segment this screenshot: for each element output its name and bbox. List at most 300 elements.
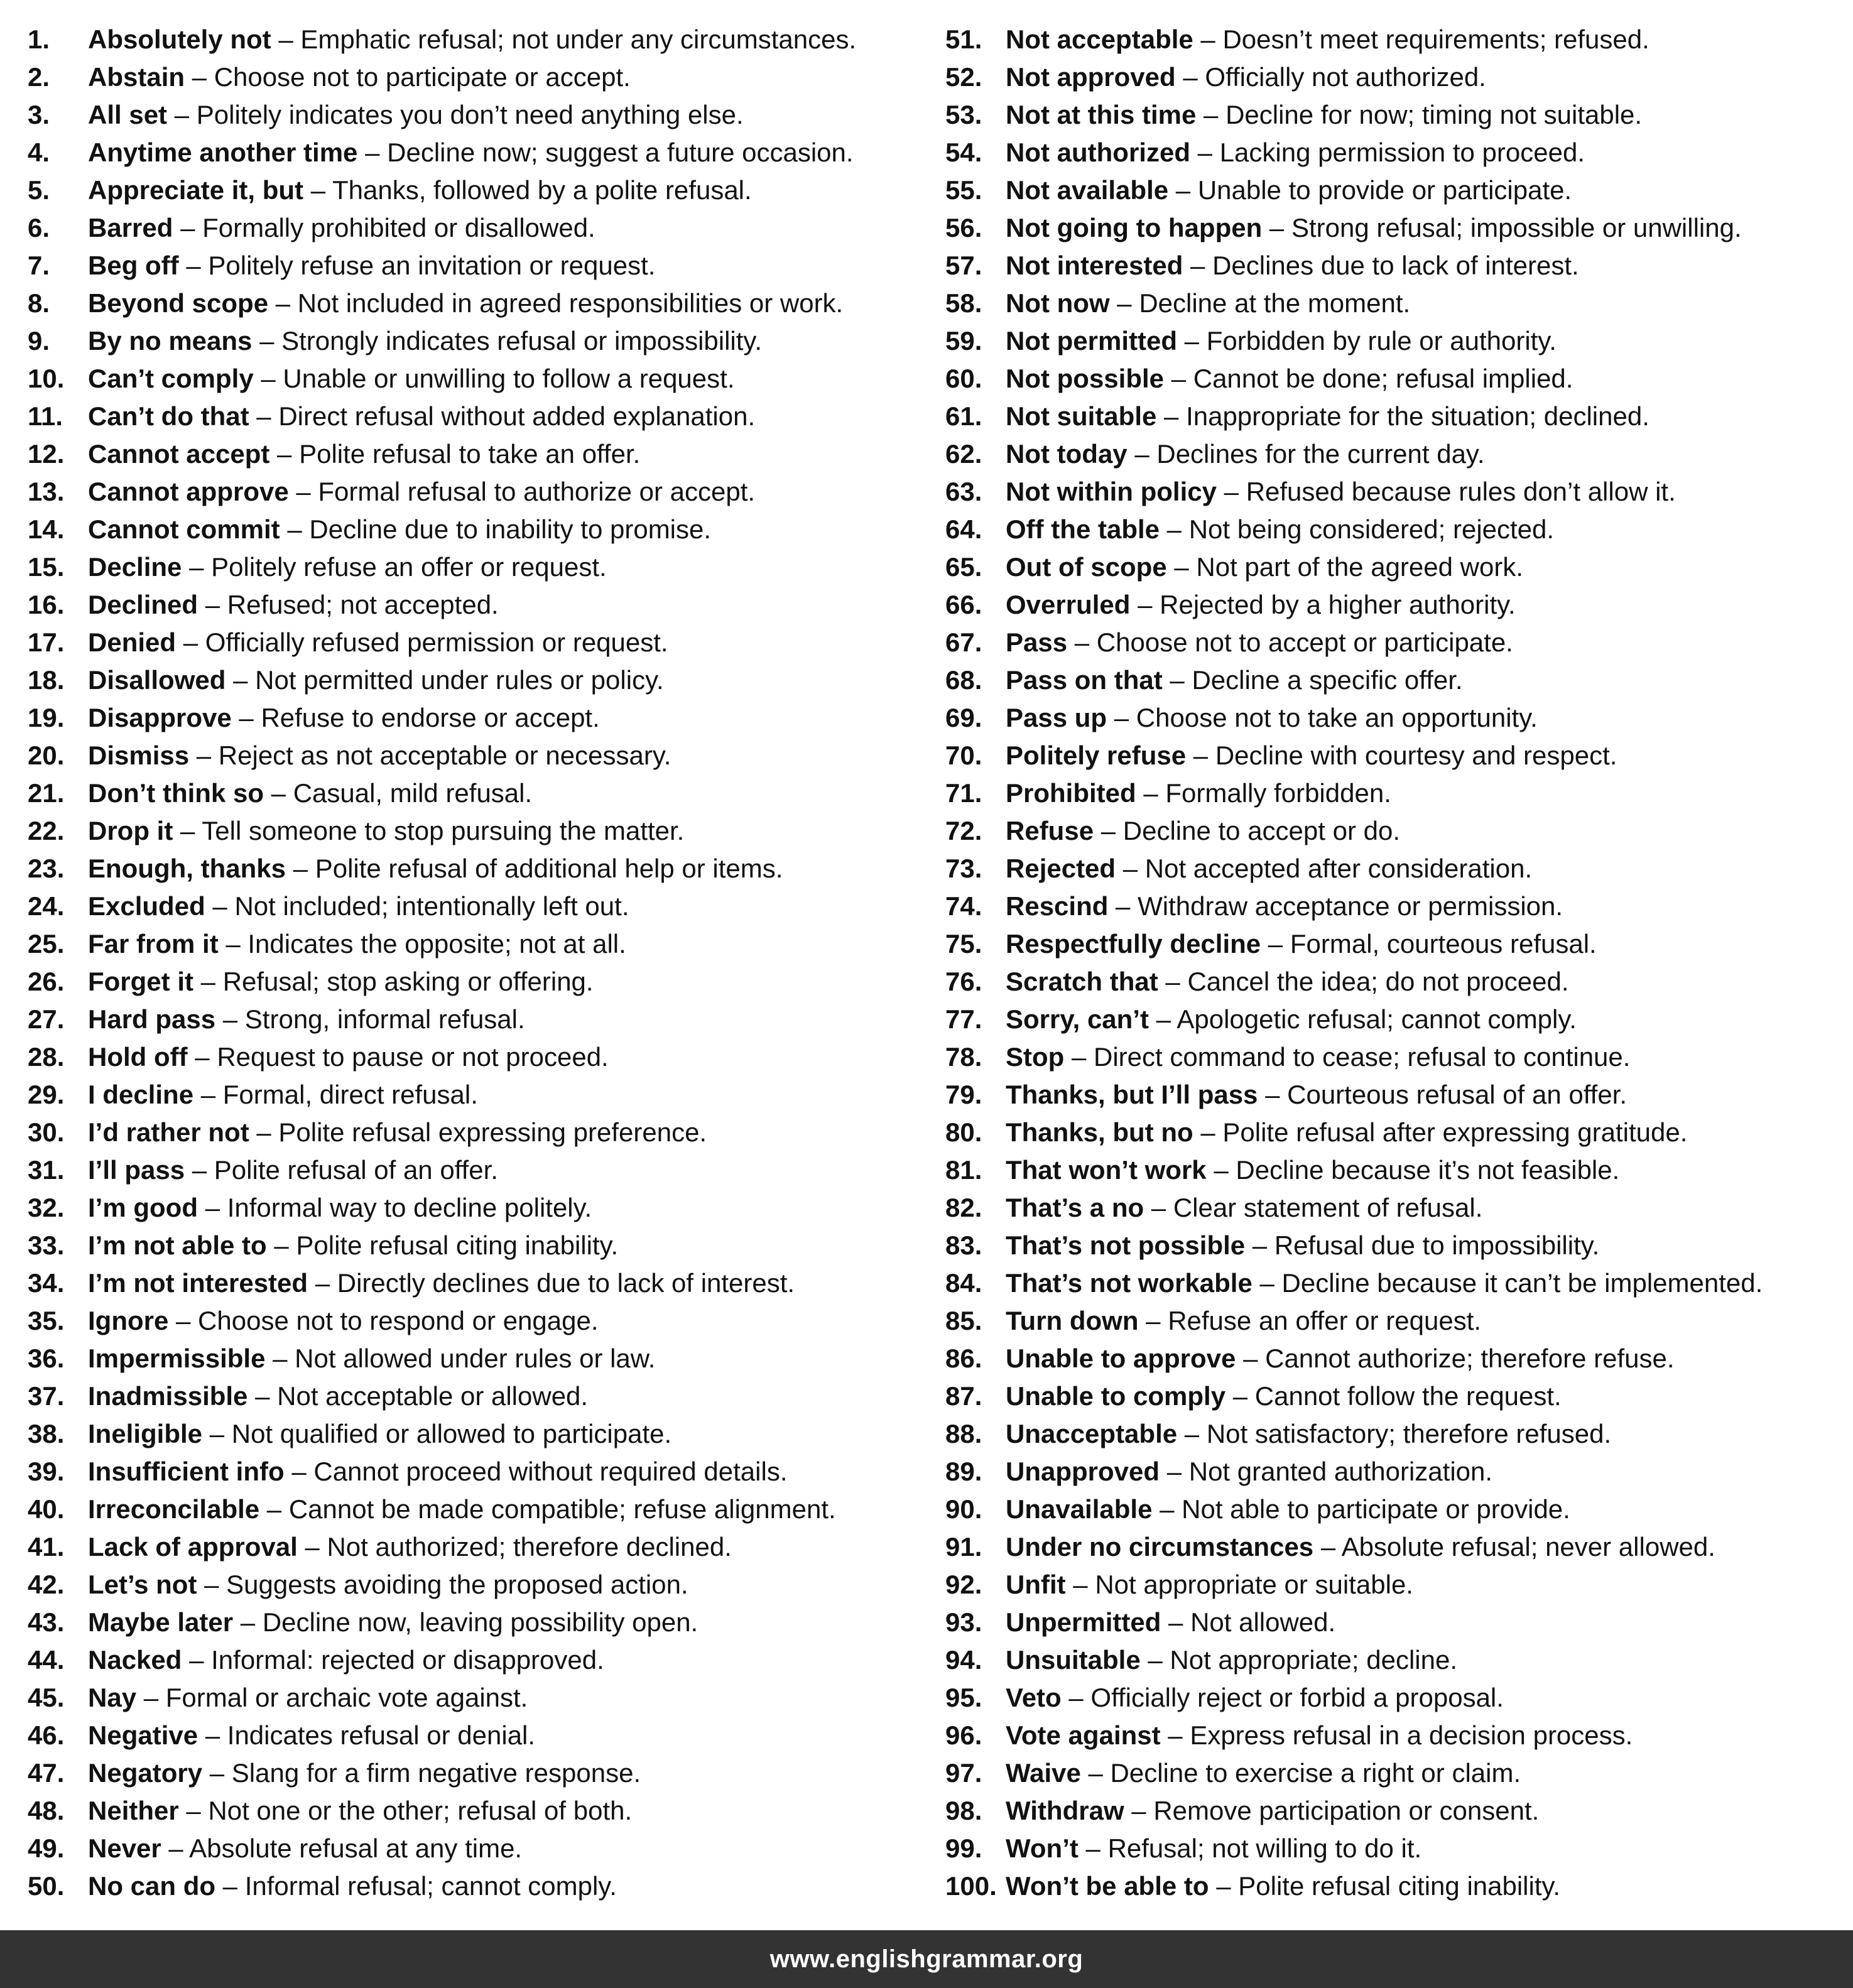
item-description: Unable to provide or participate.	[1197, 175, 1572, 205]
item-number: 38.	[28, 1419, 65, 1448]
item-separator: –	[1116, 854, 1145, 883]
item-term: Excluded	[88, 891, 205, 921]
list-item	[28, 774, 932, 812]
item-separator: –	[286, 854, 315, 883]
item-term: Not at this time	[1006, 100, 1197, 129]
item-description: Decline a specific offer.	[1192, 665, 1463, 695]
item-number: 94.	[945, 1645, 982, 1675]
item-text	[1006, 134, 1585, 171]
item-term: Can’t comply	[88, 364, 254, 393]
footer-website-link[interactable]: www.englishgrammar.org	[769, 1945, 1084, 1973]
item-description: Not allowed under rules or law.	[295, 1344, 656, 1373]
item-text	[1006, 1001, 1577, 1038]
list-item	[28, 360, 932, 398]
item-description: Not included; intentionally left out.	[234, 891, 629, 921]
item-description: Directly declines due to lack of interest.	[337, 1268, 795, 1298]
item-term: Barred	[88, 213, 173, 242]
item-description: Thanks, followed by a polite refusal.	[332, 175, 752, 205]
item-number: 17.	[28, 627, 65, 657]
item-description: Decline because it can’t be implemented.	[1281, 1268, 1763, 1298]
item-separator: –	[182, 552, 212, 582]
item-text	[88, 1001, 525, 1038]
item-description: Declines due to lack of interest.	[1212, 251, 1579, 280]
item-number: 91.	[945, 1532, 982, 1562]
item-text	[1006, 699, 1538, 737]
list-item	[28, 1679, 932, 1717]
item-number: 61.	[945, 401, 982, 431]
list-item	[945, 1264, 1850, 1302]
item-text	[88, 473, 755, 511]
item-text	[88, 360, 735, 398]
item-number: 14.	[28, 514, 65, 544]
item-description: Decline to accept or do.	[1122, 816, 1401, 845]
item-description: Refused because rules don’t allow it.	[1246, 477, 1676, 506]
item-text	[1006, 1830, 1421, 1867]
item-description: Decline at the moment.	[1139, 288, 1411, 318]
item-term: That’s not workable	[1006, 1268, 1253, 1298]
item-number: 35.	[28, 1306, 65, 1335]
item-separator: –	[1140, 1645, 1170, 1675]
item-separator: –	[308, 1268, 337, 1298]
item-separator: –	[198, 1720, 227, 1750]
item-text	[1006, 1641, 1457, 1679]
item-separator: –	[1225, 1381, 1255, 1411]
item-term: Impermissible	[88, 1344, 266, 1373]
item-text	[88, 209, 595, 247]
item-separator: –	[1162, 665, 1192, 695]
item-separator: –	[1186, 741, 1215, 770]
item-term: Absolutely not	[88, 24, 271, 54]
item-text	[88, 1566, 688, 1604]
item-text	[88, 548, 607, 586]
item-separator: –	[1130, 590, 1160, 619]
item-text	[88, 1415, 671, 1453]
item-text	[1006, 1528, 1715, 1566]
item-term: Never	[88, 1833, 161, 1863]
item-separator: –	[202, 1419, 232, 1448]
item-text	[88, 1038, 609, 1076]
list-item	[28, 624, 932, 661]
item-term: Anytime another time	[88, 138, 358, 167]
item-number: 71.	[945, 778, 982, 808]
item-description: Not appropriate or suitable.	[1095, 1570, 1413, 1599]
item-text	[1006, 96, 1642, 134]
list-item	[945, 285, 1850, 322]
item-description: Informal: rejected or disapproved.	[211, 1645, 604, 1675]
item-text	[88, 1340, 655, 1377]
item-term: Unpermitted	[1006, 1607, 1161, 1637]
item-text	[88, 1264, 795, 1302]
item-term: Pass on that	[1006, 665, 1163, 695]
item-text	[1006, 925, 1597, 963]
item-term: Refuse	[1006, 816, 1094, 845]
item-description: Doesn’t meet requirements; refused.	[1222, 24, 1649, 54]
item-term: Withdraw	[1006, 1796, 1124, 1825]
item-text	[1006, 888, 1563, 925]
item-text	[1006, 963, 1569, 1001]
item-number: 24.	[28, 891, 65, 921]
item-text	[1006, 1679, 1504, 1717]
list-item	[28, 398, 932, 435]
item-description: Direct refusal without added explanation.	[278, 401, 756, 431]
item-term: Off the table	[1006, 514, 1160, 544]
item-term: Enough, thanks	[88, 854, 286, 883]
list-item	[945, 624, 1850, 661]
item-text	[1006, 1340, 1675, 1377]
item-description: Request to pause or not proceed.	[217, 1042, 609, 1072]
item-description: Decline with courtesy and respect.	[1215, 741, 1617, 770]
item-separator: –	[303, 175, 332, 205]
item-number: 64.	[945, 514, 982, 544]
item-description: Not qualified or allowed to participate.	[231, 1419, 672, 1448]
list-item	[28, 1302, 932, 1340]
item-description: Absolute refusal at any time.	[189, 1833, 523, 1863]
item-text	[1006, 737, 1617, 774]
item-term: Not within policy	[1006, 477, 1217, 506]
item-term: Nay	[88, 1683, 137, 1712]
item-separator: –	[1109, 288, 1139, 318]
item-separator: –	[249, 1117, 279, 1147]
list-item	[28, 586, 932, 624]
item-number: 41.	[28, 1532, 65, 1562]
item-number: 29.	[28, 1080, 65, 1109]
item-term: Decline	[88, 552, 182, 582]
item-number: 74.	[945, 891, 982, 921]
item-separator: –	[187, 1042, 217, 1072]
list-item	[945, 1566, 1850, 1604]
item-description: Not one or the other; refusal of both.	[208, 1796, 633, 1825]
item-term: Scratch that	[1006, 967, 1158, 996]
item-term: I’m not able to	[88, 1230, 267, 1260]
list-item	[28, 1604, 932, 1641]
item-text	[88, 1867, 617, 1905]
item-separator: –	[1078, 1833, 1108, 1863]
item-separator: –	[1080, 1758, 1111, 1788]
item-text	[1006, 1302, 1481, 1340]
item-term: Drop it	[88, 816, 173, 845]
item-term: Not permitted	[1006, 326, 1177, 356]
item-text	[1006, 624, 1513, 661]
item-term: Vote against	[1006, 1720, 1161, 1750]
item-term: Not suitable	[1006, 401, 1157, 431]
item-number: 72.	[945, 816, 982, 845]
item-term: By no means	[88, 326, 253, 356]
list-item	[945, 699, 1850, 737]
list-item	[945, 1867, 1850, 1905]
item-description: Clear statement of refusal.	[1173, 1193, 1483, 1222]
item-number: 99.	[945, 1833, 982, 1863]
list-item	[28, 96, 932, 134]
item-number: 43.	[28, 1607, 65, 1637]
item-number: 52.	[945, 62, 982, 92]
item-term: Not today	[1006, 439, 1128, 469]
item-number: 55.	[945, 175, 982, 205]
list-item	[945, 1830, 1850, 1867]
item-description: Polite refusal expressing preference.	[278, 1117, 707, 1147]
list-column-left	[28, 21, 932, 1905]
item-text	[88, 737, 671, 774]
item-separator: –	[1161, 1607, 1191, 1637]
item-number: 78.	[945, 1042, 982, 1072]
list-item	[945, 171, 1850, 209]
item-text	[88, 398, 755, 435]
item-description: Cannot follow the request.	[1254, 1381, 1562, 1411]
item-description: Refusal due to impossibility.	[1274, 1230, 1600, 1260]
item-description: Polite refusal citing inability.	[1238, 1871, 1561, 1901]
item-separator: –	[1166, 552, 1197, 582]
list-item	[945, 1641, 1850, 1679]
list-item	[28, 21, 932, 58]
item-separator: –	[1158, 967, 1188, 996]
item-description: Not appropriate; decline.	[1170, 1645, 1458, 1675]
item-number: 11.	[28, 401, 63, 431]
list-item	[28, 699, 932, 737]
list-item	[28, 963, 932, 1001]
item-separator: –	[189, 741, 219, 770]
item-term: Won’t	[1006, 1833, 1079, 1863]
list-item	[28, 1717, 932, 1754]
item-term: I’m not interested	[88, 1268, 308, 1298]
item-number: 65.	[945, 552, 982, 582]
item-separator: –	[271, 24, 301, 54]
item-description: Declines for the current day.	[1156, 439, 1485, 469]
item-text	[1006, 1151, 1619, 1189]
list-item	[945, 737, 1850, 774]
item-description: Formal or archaic vote against.	[165, 1683, 528, 1712]
item-description: Not accepted after consideration.	[1144, 854, 1533, 883]
item-term: Hard pass	[88, 1004, 216, 1034]
item-description: Formal, courteous refusal.	[1290, 929, 1597, 959]
item-separator: –	[1138, 1306, 1168, 1335]
list-item	[28, 925, 932, 963]
list-item	[28, 1340, 932, 1377]
item-description: Decline now, leaving possibility open.	[262, 1607, 698, 1637]
item-description: Strong refusal; impossible or unwilling.	[1291, 213, 1742, 242]
item-term: Rescind	[1006, 891, 1109, 921]
item-separator: –	[284, 1457, 314, 1486]
item-term: Irreconcilable	[88, 1494, 260, 1524]
list-item	[28, 1754, 932, 1792]
item-number: 10.	[28, 364, 65, 393]
item-number: 32.	[28, 1193, 65, 1222]
list-item	[28, 1830, 932, 1867]
item-separator: –	[193, 967, 223, 996]
item-separator: –	[1136, 778, 1166, 808]
item-number: 15.	[28, 552, 65, 582]
list-item	[945, 96, 1850, 134]
item-separator: –	[266, 1230, 296, 1260]
item-description: Courteous refusal of an offer.	[1287, 1080, 1627, 1109]
item-separator: –	[1177, 326, 1207, 356]
item-text	[1006, 398, 1649, 435]
list-item	[945, 1038, 1850, 1076]
list-item	[945, 1491, 1850, 1528]
item-separator: –	[1193, 24, 1223, 54]
list-item	[945, 1001, 1850, 1038]
item-separator: –	[1061, 1683, 1091, 1712]
item-description: Lacking permission to proceed.	[1219, 138, 1585, 167]
item-separator: –	[136, 1683, 166, 1712]
item-description: Informal way to decline politely.	[227, 1193, 592, 1222]
list-item	[28, 1151, 932, 1189]
item-number: 22.	[28, 816, 65, 845]
item-number: 13.	[28, 477, 65, 506]
item-term: Don’t think so	[88, 778, 264, 808]
list-item	[28, 1641, 932, 1679]
item-term: Waive	[1006, 1758, 1081, 1788]
item-description: Remove participation or consent.	[1153, 1796, 1540, 1825]
item-term: Stop	[1006, 1042, 1065, 1072]
item-separator: –	[1177, 1419, 1207, 1448]
item-term: Lack of approval	[88, 1532, 298, 1562]
item-number: 98.	[945, 1796, 982, 1825]
item-separator: –	[218, 929, 248, 959]
item-number: 30.	[28, 1117, 65, 1147]
item-text	[1006, 1114, 1687, 1151]
list-item	[28, 661, 932, 699]
item-description: Indicates the opposite; not at all.	[247, 929, 626, 959]
item-term: Pass up	[1006, 703, 1107, 732]
item-number: 20.	[28, 741, 65, 770]
item-number: 18.	[28, 665, 65, 695]
item-description: Refuse an offer or request.	[1168, 1306, 1482, 1335]
item-separator: –	[1209, 1871, 1239, 1901]
item-term: I’d rather not	[88, 1117, 249, 1147]
item-term: Under no circumstances	[1006, 1532, 1314, 1562]
item-separator: –	[1313, 1532, 1342, 1562]
item-number: 69.	[945, 703, 982, 732]
item-number: 39.	[28, 1457, 65, 1486]
item-description: Not satisfactory; therefore refused.	[1206, 1419, 1612, 1448]
item-text	[88, 322, 762, 360]
item-term: Appreciate it, but	[88, 175, 304, 205]
item-separator: –	[1156, 401, 1187, 431]
list-item	[945, 21, 1850, 58]
item-separator: –	[253, 364, 283, 393]
item-description: Officially reject or forbid a proposal.	[1090, 1683, 1504, 1712]
list-item	[945, 1377, 1850, 1415]
item-term: Beyond scope	[88, 288, 269, 318]
item-number: 12.	[28, 439, 65, 469]
item-description: Tell someone to stop pursuing the matter.	[202, 816, 685, 845]
list-item	[28, 511, 932, 548]
item-number: 16.	[28, 590, 65, 619]
item-text	[88, 812, 684, 850]
item-separator: –	[1148, 1004, 1177, 1034]
item-number: 7.	[28, 251, 50, 280]
item-separator: –	[288, 477, 318, 506]
item-separator: –	[1168, 175, 1198, 205]
item-description: Apologetic refusal; cannot comply.	[1176, 1004, 1577, 1034]
item-separator: –	[202, 1758, 232, 1788]
item-text	[88, 850, 783, 888]
item-term: Sorry, can’t	[1006, 1004, 1149, 1034]
item-separator: –	[1160, 1720, 1190, 1750]
list-item	[945, 473, 1850, 511]
item-separator: –	[1164, 364, 1193, 393]
item-term: Not acceptable	[1006, 24, 1193, 54]
item-term: Unable to approve	[1006, 1344, 1236, 1373]
item-separator: –	[1108, 891, 1138, 921]
item-number: 85.	[945, 1306, 982, 1335]
item-separator: –	[1206, 1155, 1236, 1185]
item-text	[1006, 548, 1523, 586]
item-term: Not possible	[1006, 364, 1165, 393]
item-term: Neither	[88, 1796, 179, 1825]
item-separator: –	[178, 1796, 209, 1825]
item-separator: –	[1160, 514, 1189, 544]
item-term: Disapprove	[88, 703, 232, 732]
item-number: 96.	[945, 1720, 982, 1750]
list-item	[28, 435, 932, 473]
item-text	[1006, 360, 1573, 398]
item-separator: –	[1262, 213, 1291, 242]
list-item	[945, 1189, 1850, 1227]
item-separator: –	[1216, 477, 1246, 506]
item-separator: –	[1160, 1457, 1189, 1486]
item-term: Overruled	[1006, 590, 1131, 619]
item-description: Refusal; stop asking or offering.	[222, 967, 594, 996]
list-item	[945, 511, 1850, 548]
item-term: Dismiss	[88, 741, 190, 770]
item-number: 93.	[945, 1607, 982, 1637]
list-item	[28, 1076, 932, 1114]
item-separator: –	[1065, 1570, 1095, 1599]
item-number: 49.	[28, 1833, 65, 1863]
item-number: 97.	[945, 1758, 982, 1788]
list-item	[28, 209, 932, 247]
item-term: Declined	[88, 590, 198, 619]
item-number: 100.	[945, 1871, 997, 1901]
item-term: Veto	[1006, 1683, 1062, 1712]
item-description: Refusal; not willing to do it.	[1107, 1833, 1422, 1863]
item-description: Strong, informal refusal.	[244, 1004, 525, 1034]
item-text	[88, 1453, 788, 1491]
item-separator: –	[263, 778, 293, 808]
item-number: 66.	[945, 590, 982, 619]
list-item	[945, 661, 1850, 699]
item-term: Unfit	[1006, 1570, 1066, 1599]
item-separator: –	[1152, 1494, 1182, 1524]
item-text	[88, 661, 664, 699]
item-number: 33.	[28, 1230, 65, 1260]
item-text	[88, 1679, 528, 1717]
item-number: 44.	[28, 1645, 65, 1675]
item-text	[88, 699, 600, 737]
item-term: Insufficient info	[88, 1457, 285, 1486]
list-item	[28, 1528, 932, 1566]
item-text	[88, 586, 499, 624]
item-term: That’s a no	[1006, 1193, 1144, 1222]
item-text	[1006, 1754, 1521, 1792]
item-number: 45.	[28, 1683, 65, 1712]
item-number: 54.	[945, 138, 982, 167]
item-term: Thanks, but no	[1006, 1117, 1193, 1147]
item-separator: –	[259, 1494, 289, 1524]
list-item	[28, 1001, 932, 1038]
item-separator: –	[1245, 1230, 1274, 1260]
item-number: 48.	[28, 1796, 65, 1825]
item-separator: –	[1196, 100, 1226, 129]
list-item	[945, 1528, 1850, 1566]
item-term: Not authorized	[1006, 138, 1190, 167]
item-separator: –	[173, 816, 202, 845]
item-separator: –	[252, 326, 282, 356]
item-description: Not authorized; therefore declined.	[327, 1532, 732, 1562]
item-number: 34.	[28, 1268, 65, 1298]
item-term: Ignore	[88, 1306, 169, 1335]
item-separator: –	[269, 439, 300, 469]
